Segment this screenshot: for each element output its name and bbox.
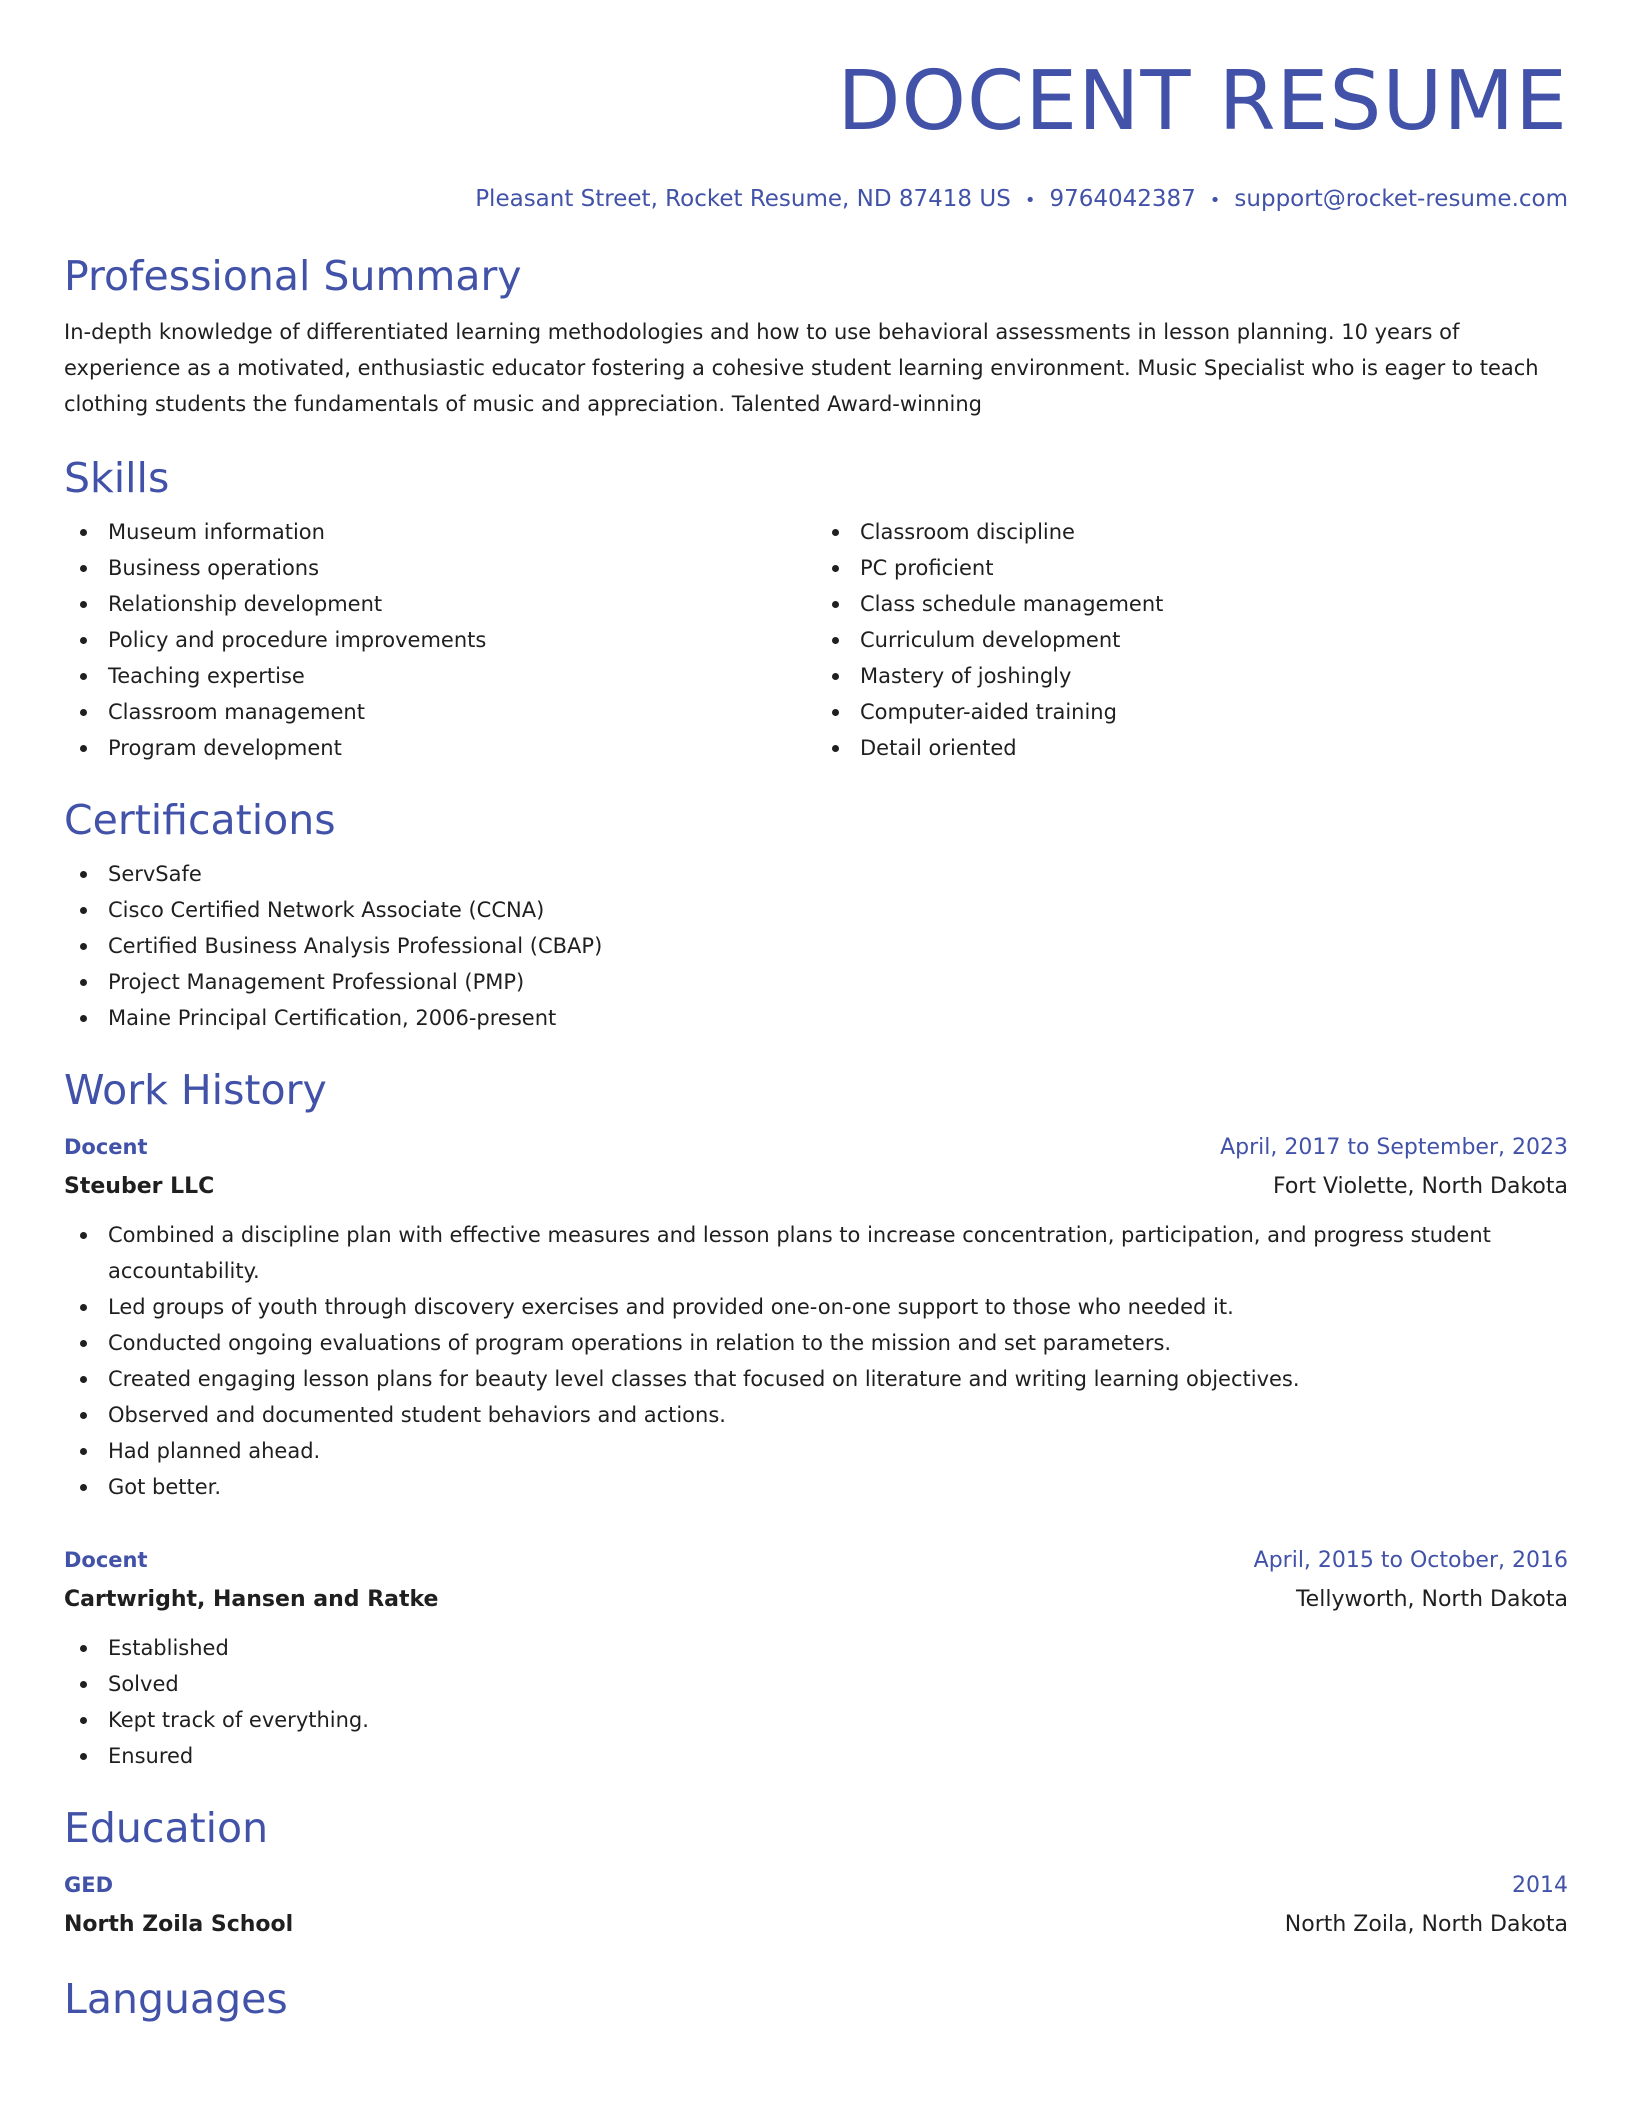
job-bullet: Conducted ongoing evaluations of program operations in relation to the mission and set parameters. — [64, 1325, 1568, 1361]
resume-name: DOCENT RESUME — [837, 54, 1568, 149]
education-location: North Zoila, North Dakota — [1284, 1912, 1568, 1937]
job-bullets — [64, 1217, 1568, 1505]
education-school: North Zoila School — [64, 1912, 294, 1937]
skill-item: Classroom management — [64, 694, 816, 730]
job-title-row — [64, 1128, 1568, 1167]
skills-list-left — [64, 514, 816, 766]
contact-email: support@rocket-resume.com — [1234, 186, 1568, 212]
education-year: 2014 — [1512, 1873, 1568, 1898]
job-bullet: Solved — [64, 1666, 1568, 1702]
bullet-separator: • — [1024, 190, 1036, 211]
education-entry — [64, 1866, 1568, 1945]
contact-address: Pleasant Street, Rocket Resume, ND 87418 US — [475, 186, 1011, 212]
skills-list-right — [816, 514, 1568, 766]
skill-item: Museum information — [64, 514, 816, 550]
education-school-row — [64, 1905, 1568, 1945]
job-location: Tellyworth, North Dakota — [1295, 1587, 1568, 1612]
certification-item: Cisco Certified Network Associate (CCNA) — [64, 892, 1568, 928]
job-entry — [64, 1541, 1568, 1774]
skill-item: Mastery of joshingly — [816, 658, 1568, 694]
job-title: Docent — [64, 1135, 148, 1159]
job-bullets — [64, 1630, 1568, 1774]
job-bullet: Kept track of everything. — [64, 1702, 1568, 1738]
certifications-section — [64, 794, 1568, 1036]
job-bullet: Led groups of youth through discovery exercises and provided one-on-one support to those who needed it. — [64, 1289, 1568, 1325]
skill-item: Teaching expertise — [64, 658, 816, 694]
education-degree: GED — [64, 1873, 114, 1897]
certification-item: Maine Principal Certification, 2006-present — [64, 1000, 1568, 1036]
certification-item: Project Management Professional (PMP) — [64, 964, 1568, 1000]
section-heading-certifications: Certifications — [64, 796, 336, 844]
section-heading-skills: Skills — [64, 454, 170, 502]
skill-item: Detail oriented — [816, 730, 1568, 766]
section-heading-education: Education — [64, 1804, 269, 1852]
contact-line — [64, 182, 1568, 218]
section-heading-work-history: Work History — [64, 1066, 327, 1114]
skill-item: Policy and procedure improvements — [64, 622, 816, 658]
job-employer: Steuber LLC — [64, 1174, 215, 1199]
skill-item: Program development — [64, 730, 816, 766]
summary-section — [64, 250, 1568, 422]
section-heading-summary: Professional Summary — [64, 252, 522, 300]
certification-item: Certified Business Analysis Professional (CBAP) — [64, 928, 1568, 964]
job-dates: April, 2015 to October, 2016 — [1253, 1548, 1568, 1573]
education-section — [64, 1802, 1568, 1945]
skill-item: Classroom discipline — [816, 514, 1568, 550]
job-title: Docent — [64, 1548, 148, 1572]
job-bullet: Established — [64, 1630, 1568, 1666]
summary-text: In-depth knowledge of differentiated learning methodologies and how to use behavioral assessments in lesson planning. 10 years of experience as a motivated, enthusiastic educator fostering a cohesive student learning environment. Music Specialist who is eager to teach clothing students the fundamentals of music and appreciation. Talented Award-winning — [64, 320, 1539, 416]
job-employer: Cartwright, Hansen and Ratke — [64, 1587, 439, 1612]
job-bullet: Had planned ahead. — [64, 1433, 1568, 1469]
section-heading-languages: Languages — [64, 1975, 288, 2023]
education-degree-row — [64, 1866, 1568, 1905]
job-bullet: Ensured — [64, 1738, 1568, 1774]
job-bullet: Got better. — [64, 1469, 1568, 1505]
job-employer-row — [64, 1580, 1568, 1620]
skill-item: Relationship development — [64, 586, 816, 622]
resume-page — [64, 0, 1568, 2025]
languages-section — [64, 1973, 1568, 2025]
job-bullet: Observed and documented student behaviors and actions. — [64, 1397, 1568, 1433]
job-location: Fort Violette, North Dakota — [1272, 1174, 1568, 1199]
skills-grid — [64, 514, 1568, 766]
certifications-list — [64, 856, 1568, 1036]
skill-item: Curriculum development — [816, 622, 1568, 658]
job-bullet: Combined a discipline plan with effective measures and lesson plans to increase concentration, participation, and progress student accountability. — [64, 1217, 1568, 1289]
job-dates: April, 2017 to September, 2023 — [1220, 1135, 1568, 1160]
certification-item: ServSafe — [64, 856, 1568, 892]
job-employer-row — [64, 1167, 1568, 1207]
job-title-row — [64, 1541, 1568, 1580]
job-entry — [64, 1128, 1568, 1505]
contact-phone: 9764042387 — [1049, 186, 1196, 212]
work-history-section — [64, 1064, 1568, 1774]
skill-item: Computer-aided training — [816, 694, 1568, 730]
skills-section — [64, 452, 1568, 766]
skill-item: Business operations — [64, 550, 816, 586]
bullet-separator: • — [1209, 190, 1221, 211]
skill-item: Class schedule management — [816, 586, 1568, 622]
skill-item: PC proficient — [816, 550, 1568, 586]
job-bullet: Created engaging lesson plans for beauty level classes that focused on literature and writing learning objectives. — [64, 1361, 1568, 1397]
